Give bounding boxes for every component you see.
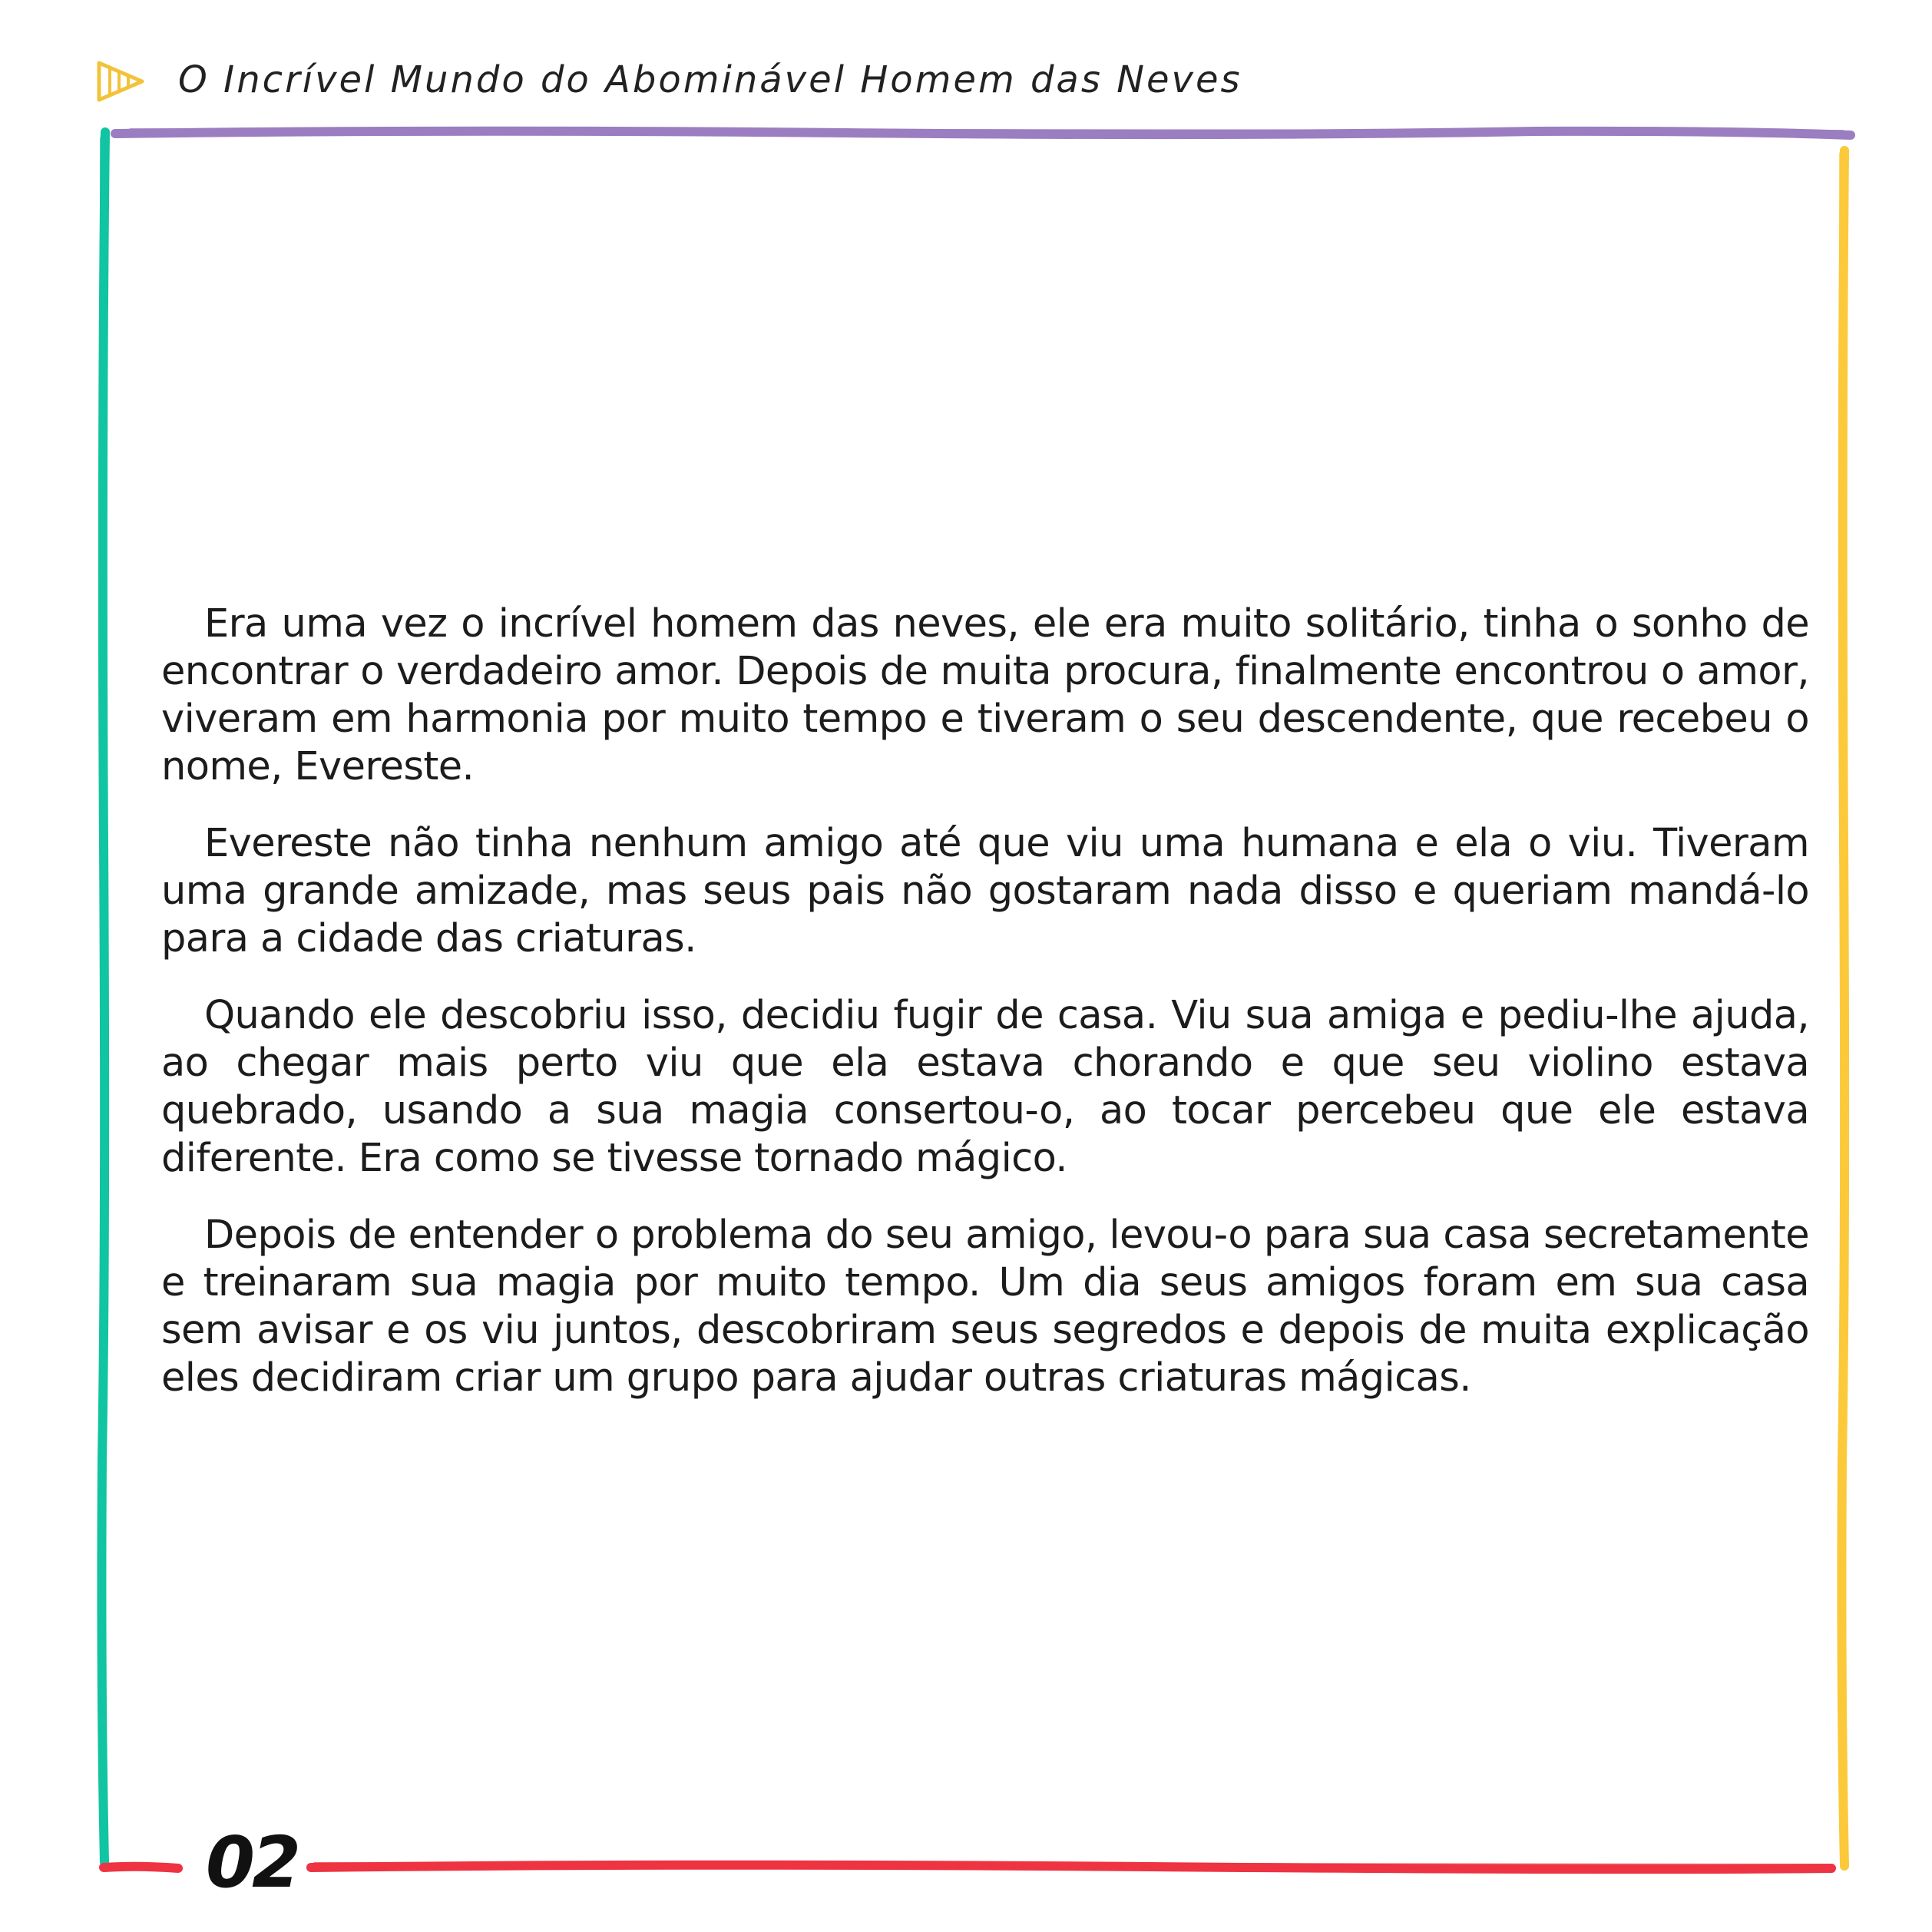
story-text — [161, 600, 1809, 1431]
story-paragraph-4: Depois de entender o problema do seu amigo, levou-o para sua casa secretamente e treinaram sua magia por muito tempo. Um dia seus amigos foram em sua casa sem avisar e os viu juntos, descobriram seus segredos e depois de muita explicação eles decidiram criar um grupo para ajudar outras criaturas mágicas. — [161, 1212, 1809, 1401]
page-number: 02 — [206, 1821, 299, 1904]
story-paragraph-1: Era uma vez o incrível homem das neves, ele era muito solitário, tinha o sonho de encontrar o verdadeiro amor. Depois de muita procura, finalmente encontrou o amor, viveram em harmonia por muito tempo e tiveram o seu descendente, que recebeu o nome, Evereste. — [161, 601, 1809, 789]
book-title: O Incrível Mundo do Abominável Homem das Neves — [178, 58, 1242, 101]
story-paragraph-3: Quando ele descobriu isso, decidiu fugir de casa. Viu sua amiga e pediu-lhe ajuda, ao chegar mais perto viu que ela estava chorando e que seu violino estava quebrado, usando a sua magia consertou-o, ao tocar percebeu que ele estava diferente. Era como se tivesse tornado mágico. — [161, 993, 1809, 1181]
frame-bottom-line-left — [104, 1867, 178, 1868]
story-paragraph-2: Evereste não tinha nenhum amigo até que viu uma humana e ela o viu. Tiveram uma grande amizade, mas seus pais não gostaram nada disso e queriam mandá-lo para a cidade das criaturas. — [161, 821, 1809, 961]
